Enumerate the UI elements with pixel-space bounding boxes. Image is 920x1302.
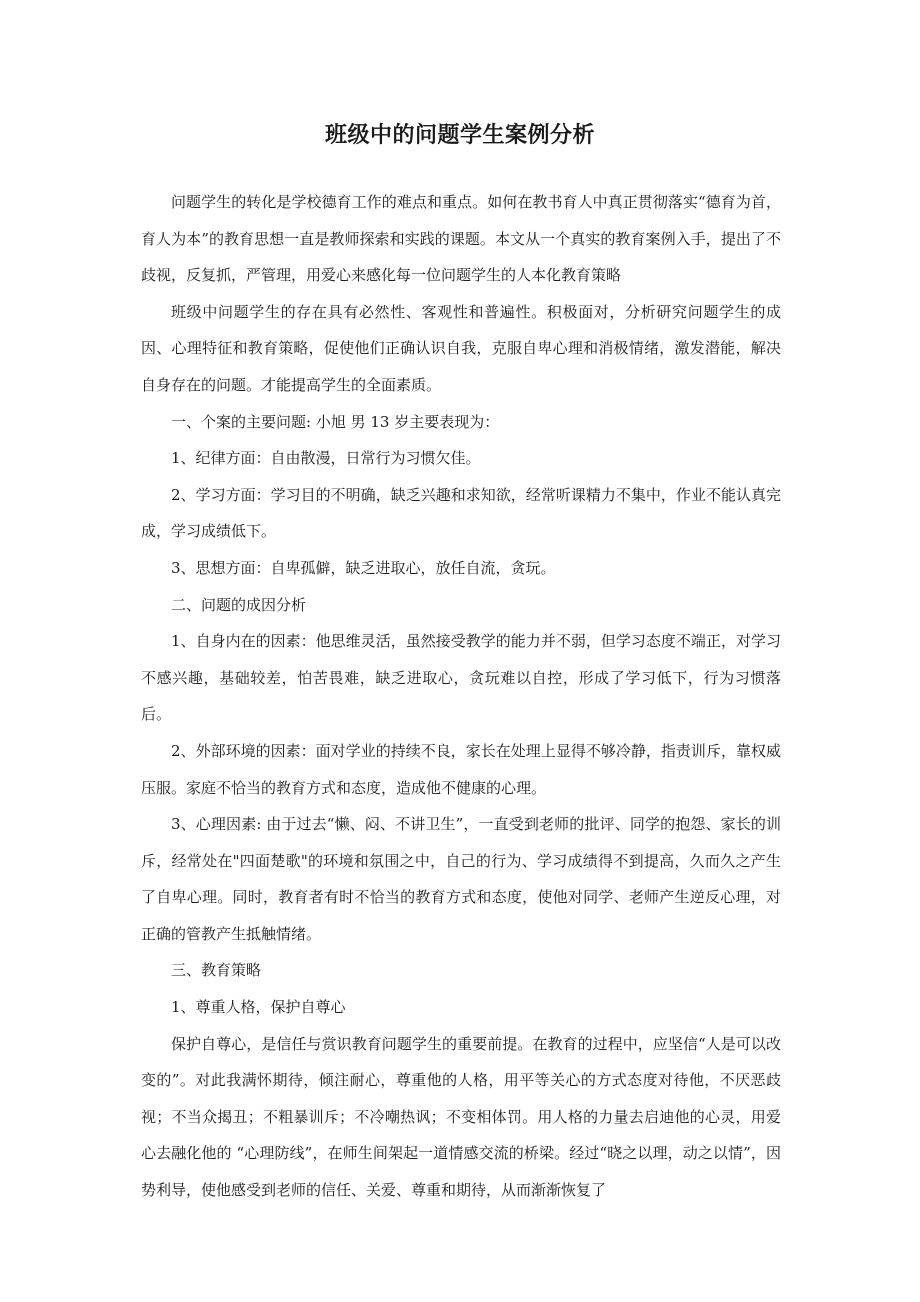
document-title: 班级中的问题学生案例分析 (324, 123, 595, 148)
list-item-thinking: 3、思想方面：自卑孤僻，缺乏进取心，放任自流，贪玩。 (171, 558, 556, 577)
section-heading-strategies: 三、教育策略 (171, 961, 262, 980)
list-item-internal-factors: 1、自身内在的因素：他思维灵活，虽然接受教学的能力并不弱，但学习态度不端正，对学习不感兴趣，基础较差，怕苦畏难，缺乏进取心，贪玩难以自控，形成了学习低下，行为习惯落后。 (141, 632, 781, 724)
list-item-external-factors: 2、外部环境的因素：面对学业的持续不良，家长在处理上显得不够冷静，指责训斥，靠权威压服。家庭不恰当的教育方式和态度，造成他不健康的心理。 (141, 741, 781, 797)
section-heading-main-problems: 一、个案的主要问题: 小旭 男 13 岁主要表现为： (171, 412, 500, 431)
paragraph-intro: 问题学生的转化是学校德育工作的难点和重点。如何在教书育人中真正贯彻落实“德育为首，育人为本”的教育思想一直是教师探索和实践的课题。本文从一个真实的教育案例入手，提出了不歧视，反复抓，严管理，用爱心来感化每一位问题学生的人本化教育策略 (141, 193, 781, 285)
list-item-discipline: 1、纪律方面：自由散漫，日常行为习惯欠佳。 (171, 449, 481, 468)
paragraph-background: 班级中问题学生的存在具有必然性、客观性和普遍性。积极面对，分析研究问题学生的成因、心理特征和教育策略，促使他们正确认识自我，克服自卑心理和消极情绪，激发潜能，解决自身存在的问题。才能提高学生的全面素质。 (141, 302, 781, 394)
section-heading-cause-analysis: 二、问题的成因分析 (171, 595, 307, 614)
paragraph-protect-self-esteem: 保护自尊心，是信任与赏识教育问题学生的重要前提。在教育的过程中，应坚信“人是可以改变的”。对此我满怀期待，倾注耐心，尊重他的人格，用平等关心的方式态度对待他，不厌恶歧视；不当众揭丑；不粗暴训斥；不冷嘲热讽；不变相体罚。用人格的力量去启迪他的心灵，用爱心去融化他的 “心理防线”，在师生间架起一道情感交流的桥梁。经过“晓之以理，动之以情”，因势利导，使他感受到老师的信任、关爱、尊重和期待，从而渐渐恢复了 (141, 1034, 781, 1200)
list-item-psychological-factors: 3、心理因素: 由于过去“懒、闷、不讲卫生”，一直受到老师的批评、同学的抱怨、家长的训斥，经常处在"四面楚歌"的环境和氛围之中，自己的行为、学习成绩得不到提高，久而久之产生了自卑心理。同时，教育者有时不恰当的教育方式和态度，使他对同学、老师产生逆反心理，对正确的管教产生抵触情绪。 (141, 815, 781, 943)
list-item-study: 2、学习方面：学习目的不明确，缺乏兴趣和求知欲，经常听课精力不集中，作业不能认真完成，学习成绩低下。 (141, 485, 781, 541)
subheading-respect-personality: 1、尊重人格，保护自尊心 (171, 998, 346, 1017)
document-body (141, 184, 781, 1209)
